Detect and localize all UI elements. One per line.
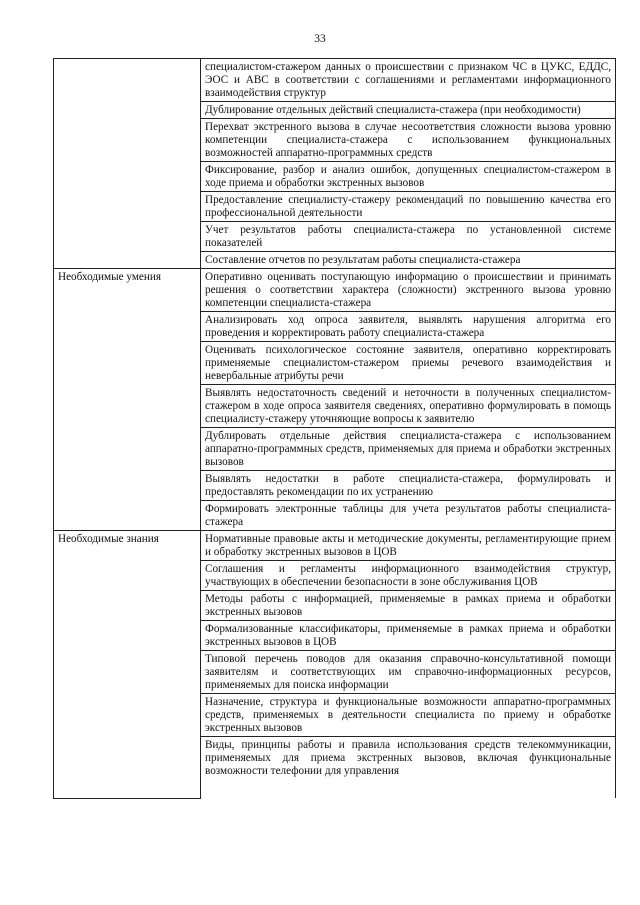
competency-table [53,58,616,799]
table-cell: Составление отчетов по результатам работы специалиста-стажера [201,252,616,269]
section-label [54,59,201,269]
table-cell: Дублирование отдельных действий специалиста-стажера (при необходимости) [201,102,616,119]
table-cell: Учет результатов работы специалиста-стажера по установленной системе показателей [201,222,616,252]
table-cell-text: Виды, принципы работы и правила использования средств телекоммуникации, применяемых для приема экстренных вызовов, включая функциональные возможности телефонии для управления [205,739,611,777]
table-cell: Перехват экстренного вызова в случае несоответствия сложности вызова уровню компетенции специалиста-стажера с использованием функциональных возможностей аппаратно-программных средств [201,119,616,162]
table-cell: Формировать электронные таблицы для учета результатов работы специалиста-стажера [201,501,616,531]
table-cell: Предоставление специалисту-стажеру рекомендаций по повышению качества его профессиональной деятельности [201,192,616,222]
table-row [54,59,616,102]
section-label: Необходимые знания [54,531,201,799]
table-row [54,269,616,312]
table-cell: Фиксирование, разбор и анализ ошибок, допущенных специалистом-стажером в ходе приема и обработки экстренных вызовов [201,162,616,192]
table-cell: Анализировать ход опроса заявителя, выявлять нарушения алгоритма его проведения и корректировать работу специалиста-стажера [201,312,616,342]
table-cell: Соглашения и регламенты информационного взаимодействия структур, участвующих в обеспечении безопасности в зоне обслуживания ЦОВ [201,561,616,591]
table-cell: Методы работы с информацией, применяемые в рамках приема и обработки экстренных вызовов [201,591,616,621]
table-cell: Выявлять недостаточность сведений и неточности в полученных специалистом-стажером в ходе опроса заявителя сведениях, оперативно формулировать в помощь специалисту-стажеру уточняющие вопросы к заявителю [201,385,616,428]
table-cell: Типовой перечень поводов для оказания справочно-консультативной помощи заявителям и соответствующих им справочно-информационных ресурсов, применяемых для поиска информации [201,651,616,694]
table-cell: Нормативные правовые акты и методические документы, регламентирующие прием и обработку экстренных вызовов в ЦОВ [201,531,616,561]
table-cell [201,737,616,799]
table-cell: специалистом-стажером данных о происшествии с признаком ЧС в ЦУКС, ЕДДС, ЭОС и АВС в соответствии с соглашениями и регламентами информационного взаимодействия структур [201,59,616,102]
table-cell: Оперативно оценивать поступающую информацию о происшествии и принимать решения о соответствии характера (сложности) экстренного вызова уровню компетенции специалиста-стажера [201,269,616,312]
table-cell: Выявлять недостатки в работе специалиста-стажера, формулировать и предоставлять рекомендации по их устранению [201,471,616,501]
table-cell: Назначение, структура и функциональные возможности аппаратно-программных средств, применяемых в деятельности специалиста по приему и обработке экстренных вызовов [201,694,616,737]
section-label: Необходимые умения [54,269,201,531]
table-row [54,531,616,561]
table-cell: Формализованные классификаторы, применяемые в рамках приема и обработки экстренных вызовов в ЦОВ [201,621,616,651]
table-cell: Дублировать отдельные действия специалиста-стажера с использованием аппаратно-программных средств, применяемых для приема и обработки экстренных вызовов [201,428,616,471]
page-number: 33 [314,33,326,45]
table-cell: Оценивать психологическое состояние заявителя, оперативно корректировать применяемые специалистом-стажером приемы речевого взаимодействия и невербальные атрибуты речи [201,342,616,385]
